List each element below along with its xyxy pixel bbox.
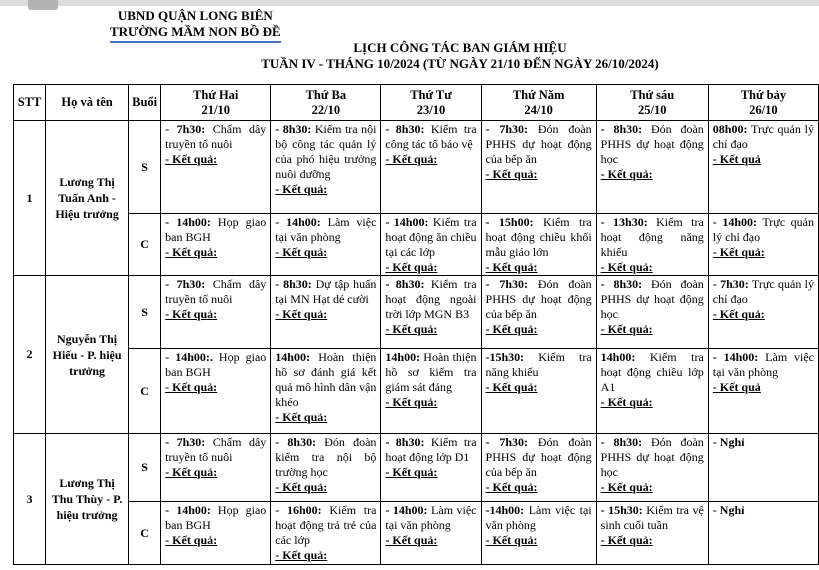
- header-stt: STT: [14, 85, 46, 121]
- cell-result: - Kết quả:: [600, 167, 653, 181]
- cell-text: Chấm dây truyền tổ nuôi: [165, 277, 267, 306]
- schedule-cell: [381, 121, 481, 214]
- cell-text: Hoàn thiện hồ sơ kiểm tra giám sát đảng: [385, 350, 477, 394]
- person-cell: [46, 276, 129, 434]
- cell-time: - 8h30:: [385, 435, 425, 449]
- day-name: Thứ Hai: [193, 87, 239, 102]
- cell-time: - 13h30:: [600, 215, 648, 229]
- screenshot-edge-strip: [0, 0, 819, 6]
- cell-text: Làm việc tại văn phòng: [275, 215, 377, 244]
- schedule-cell: [271, 121, 381, 214]
- cell-result: - Kết quả:: [712, 307, 765, 321]
- cell-text: Làm việc tại văn phòng: [385, 503, 477, 532]
- cell-time: - 8h30:: [600, 122, 643, 136]
- schedule-cell: [708, 276, 818, 349]
- cell-text: Trực quản lý chỉ đạo: [712, 122, 814, 151]
- cell-text: Trực quản lý chỉ đạo: [712, 215, 814, 244]
- schedule-cell: [381, 502, 481, 565]
- cell-time: - 15h30:: [600, 503, 643, 517]
- day-header-tue: [271, 85, 381, 121]
- day-name: Thứ bảy: [740, 87, 787, 102]
- cell-time: - 14h00:: [165, 215, 211, 229]
- schedule-cell: [381, 349, 481, 434]
- schedule-cell: [481, 349, 596, 434]
- day-date: 21/10: [201, 102, 230, 117]
- cell-time: - 7h30:: [165, 435, 206, 449]
- cell-result: - Kết quả:: [712, 245, 765, 259]
- schedule-cell: [481, 121, 596, 214]
- cell-text: Đón đoàn PHHS dự hoạt động của bếp ăn: [485, 122, 592, 166]
- row-number: 3: [14, 434, 46, 565]
- cell-time: 14h00:: [600, 350, 636, 364]
- schedule-cell: [161, 214, 271, 276]
- org-header: [110, 8, 281, 43]
- day-header-sat: [708, 85, 818, 121]
- cell-time: - 7h30:: [712, 277, 749, 291]
- person-name: Nguyễn Thị Hiếu: [52, 331, 118, 362]
- schedule-cell: [161, 434, 271, 502]
- schedule-cell: [596, 349, 708, 434]
- header-name: Họ và tên: [46, 85, 129, 121]
- screenshot-edge-tab: [28, 0, 58, 10]
- header-session: Buổi: [129, 85, 161, 121]
- person-cell: [46, 121, 129, 276]
- cell-result: - Kết quả:: [485, 322, 538, 336]
- cell-text: Đón đoàn PHHS dự hoạt động học: [600, 435, 704, 479]
- cell-time: - 8h30:: [275, 435, 317, 449]
- schedule-cell: [161, 502, 271, 565]
- session-label: S: [129, 434, 161, 502]
- row-number: 2: [14, 276, 46, 434]
- cell-text: Họp giao ban BGH: [165, 350, 267, 379]
- session-label: C: [129, 502, 161, 565]
- schedule-cell: [708, 434, 818, 502]
- cell-result: - Kết quả:: [600, 260, 653, 274]
- cell-time: 14h00:: [385, 350, 421, 364]
- schedule-cell: [271, 276, 381, 349]
- cell-time: - 16h00:: [275, 503, 322, 517]
- cell-result: - Kết quả:: [485, 380, 538, 394]
- cell-time: - 14h00:: [712, 350, 759, 364]
- cell-result: - Kết quả:: [385, 465, 438, 479]
- cell-text: Hoàn thiện hồ sơ đánh giá kết quả mô hình dân vận khéo: [275, 350, 377, 409]
- session-label: C: [129, 214, 161, 276]
- cell-result: - Kết quả:: [385, 322, 438, 336]
- schedule-cell: [271, 214, 381, 276]
- cell-time: - 8h30:: [275, 122, 312, 136]
- cell-time: 08h00:: [712, 122, 748, 136]
- cell-time: 14h00:: [275, 350, 310, 364]
- cell-time: - 14h00:: [712, 215, 758, 229]
- cell-time: - 7h30:: [485, 277, 529, 291]
- cell-result: - Kết quả:: [385, 260, 438, 274]
- cell-result: - Kết quả:: [485, 260, 538, 274]
- person-cell: [46, 434, 129, 565]
- day-header-thu: [481, 85, 596, 121]
- cell-text: Đón đoàn PHHS dự hoạt động của bếp ăn: [485, 277, 592, 321]
- cell-text: Đón đoàn PHHS dự hoạt động học: [600, 277, 704, 321]
- org-name: UBND QUẬN LONG BIÊN: [117, 8, 273, 23]
- schedule-cell: [161, 121, 271, 214]
- cell-result: - Kết quả:: [385, 395, 438, 409]
- schedule-cell: [381, 214, 481, 276]
- cell-result: - Kết quả: [712, 380, 761, 394]
- schedule-cell: [596, 276, 708, 349]
- day-header-mon: [161, 85, 271, 121]
- schedule-cell: [161, 349, 271, 434]
- cell-result: - Kết quả:: [165, 465, 218, 479]
- cell-time: - 14h00:: [385, 503, 428, 517]
- cell-time: - 7h30:: [485, 122, 529, 136]
- cell-time: -14h00:: [485, 503, 525, 517]
- cell-result: - Kết quả:: [600, 533, 653, 547]
- school-name: TRƯỜNG MẦM NON BỒ ĐỀ: [110, 24, 281, 43]
- day-header-wed: [381, 85, 481, 121]
- person-role: - Hiệu trưởng: [55, 191, 119, 221]
- cell-result: - Kết quả:: [600, 480, 653, 494]
- schedule-cell: [708, 502, 818, 565]
- cell-time: - 8h30:: [385, 277, 425, 291]
- cell-text: Kiểm tra vệ sinh cuối tuần: [600, 503, 704, 532]
- schedule-cell: [271, 349, 381, 434]
- person-name: Lương Thị Thu Thùy: [51, 476, 115, 506]
- cell-result: - Kết quả:: [275, 548, 328, 562]
- cell-result: - Kết quả:: [600, 322, 653, 336]
- day-name: Thứ Ba: [305, 87, 347, 102]
- schedule-cell: [596, 434, 708, 502]
- day-date: 22/10: [311, 102, 341, 117]
- schedule-cell: [481, 502, 596, 565]
- schedule-cell: [481, 276, 596, 349]
- cell-result: - Kết quả:: [275, 307, 328, 321]
- schedule-cell: [271, 434, 381, 502]
- cell-text: Kiểm tra hoạt động trả trẻ của các lớp: [275, 503, 377, 547]
- schedule-cell: [381, 276, 481, 349]
- cell-text: Kiểm tra nội bộ công tác quản lý của phó hiệu trưởng nuôi dưỡng: [275, 122, 377, 181]
- cell-text: Đón đoàn kiểm tra nội bộ trường học: [275, 435, 377, 479]
- day-date: 24/10: [524, 102, 553, 117]
- schedule-cell: [161, 276, 271, 349]
- schedule-cell: [596, 502, 708, 565]
- day-date: 25/10: [637, 102, 667, 117]
- cell-result: - Kết quả:: [165, 307, 218, 321]
- cell-result: - Kết quả:: [275, 410, 328, 424]
- cell-result: - Kết quả:: [485, 480, 538, 494]
- cell-text: Kiểm tra hoạt động lớp D1: [385, 435, 477, 464]
- day-header-fri: [596, 85, 708, 121]
- cell-time: - Nghỉ: [712, 435, 745, 449]
- cell-time: - 14h00:: [275, 215, 321, 229]
- person-role: - P. hiệu trưởng: [69, 347, 122, 378]
- cell-text: Đón đoàn PHHS dự hoạt động học: [600, 122, 704, 166]
- cell-result: - Kết quả:: [485, 533, 538, 547]
- cell-time: - 14h00:: [385, 215, 429, 229]
- cell-text: Dự tập huấn tại MN Hạt dẻ cười: [275, 277, 377, 306]
- cell-result: - Kết quả: [712, 152, 761, 166]
- schedule-cell: [596, 121, 708, 214]
- schedule-cell: [596, 214, 708, 276]
- cell-result: - Kết quả:: [275, 245, 328, 259]
- cell-result: - Kết quả:: [385, 533, 438, 547]
- schedule-cell: [271, 502, 381, 565]
- cell-time: -15h30:: [485, 350, 525, 364]
- cell-time: - 8h30:: [385, 122, 425, 136]
- schedule-cell: [481, 214, 596, 276]
- document-title: [105, 40, 815, 72]
- cell-text: Chấm dây truyền tổ nuôi: [165, 435, 267, 464]
- cell-text: Trực quản lý chỉ đạo: [712, 277, 814, 306]
- session-label: S: [129, 121, 161, 214]
- cell-text: Làm việc tại văn phòng: [712, 350, 815, 379]
- cell-time: - 8h30:: [600, 277, 643, 291]
- title-line1: LỊCH CÔNG TÁC BAN GIÁM HIỆU: [353, 40, 567, 55]
- schedule-cell: [481, 434, 596, 502]
- cell-time: - 15h00:: [485, 215, 534, 229]
- cell-text: Họp giao ban BGH: [165, 503, 267, 532]
- cell-time: - 8h30:: [600, 435, 643, 449]
- cell-result: - Kết quả:: [275, 480, 328, 494]
- cell-text: Đón đoàn PHHS dự hoạt động của bếp ăn: [485, 435, 592, 479]
- cell-text: Kiểm tra năng khiếu: [485, 350, 592, 379]
- cell-time: - 14h00:.: [165, 350, 213, 364]
- day-name: Thứ sáu: [630, 87, 675, 102]
- person-name: Lương Thị Tuấn Anh: [58, 175, 115, 205]
- cell-text: Chấm dây truyền tổ nuôi: [165, 122, 267, 151]
- row-number: 1: [14, 121, 46, 276]
- cell-text: Kiểm tra công tác tổ bảo vệ: [385, 122, 477, 151]
- day-name: Thứ Năm: [512, 87, 565, 102]
- session-label: S: [129, 276, 161, 349]
- cell-time: - 7h30:: [485, 435, 529, 449]
- cell-result: - Kết quả:: [385, 152, 438, 166]
- cell-text: Kiểm tra hoạt động chiều lớp A1: [600, 350, 704, 394]
- schedule-cell: [381, 434, 481, 502]
- schedule-table: [13, 84, 819, 565]
- day-date: 26/10: [749, 102, 778, 117]
- cell-result: - Kết quả:: [275, 182, 328, 196]
- title-line2: TUẦN IV - THÁNG 10/2024 (TỪ NGÀY 21/10 ĐẾN NGÀY 26/10/2024): [261, 56, 659, 71]
- cell-text: Kiểm tra hoạt động năng khiếu: [600, 215, 704, 259]
- cell-time: - 8h30:: [275, 277, 312, 291]
- cell-result: - Kết quả:: [165, 533, 218, 547]
- cell-time: - 7h30:: [165, 122, 206, 136]
- cell-time: - 7h30:: [165, 277, 206, 291]
- cell-result: - Kết quả:: [600, 395, 653, 409]
- cell-text: Kiểm tra hoạt động ăn chiều tại các lớp: [385, 215, 477, 259]
- person-role: - P. hiệu trưởng: [56, 492, 123, 522]
- schedule-cell: [708, 121, 818, 214]
- schedule-cell: [708, 214, 818, 276]
- cell-result: - Kết quả:: [165, 152, 218, 166]
- session-label: C: [129, 349, 161, 434]
- cell-time: - Nghỉ: [712, 503, 745, 517]
- day-name: Thứ Tư: [410, 87, 452, 102]
- cell-result: - Kết quả:: [485, 167, 538, 181]
- schedule-cell: [708, 349, 818, 434]
- cell-result: - Kết quả:: [165, 380, 218, 394]
- cell-text: Làm việc tại văn phòng: [485, 503, 592, 532]
- cell-time: - 14h00:: [165, 503, 211, 517]
- day-date: 23/10: [416, 102, 446, 117]
- cell-result: - Kết quả:: [165, 245, 218, 259]
- cell-text: Kiểm tra hoạt động ngoài trời lớp MGN B3: [385, 277, 477, 321]
- cell-text: Kiểm tra hoạt động chiều khối mẫu giáo lớn: [485, 215, 592, 259]
- cell-text: Họp giao ban BGH: [165, 215, 267, 244]
